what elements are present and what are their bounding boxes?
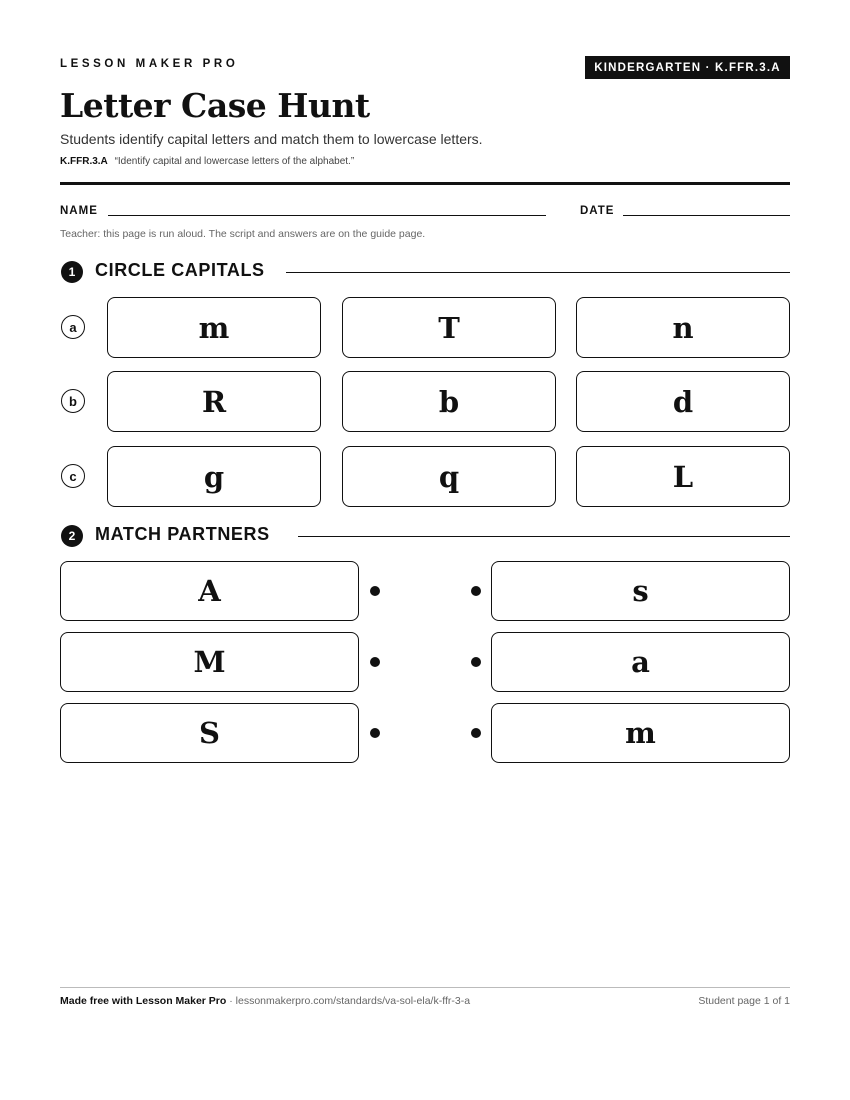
date-field[interactable]: [623, 215, 790, 216]
section-number-badge: 1: [61, 261, 83, 283]
lowercase-letter-card[interactable]: a: [491, 632, 790, 692]
brand-name: LESSON MAKER PRO: [60, 58, 239, 70]
row-label: b: [61, 389, 85, 413]
capital-letter-card[interactable]: S: [60, 703, 359, 763]
date-label: DATE: [580, 205, 615, 217]
page-subtitle: Students identify capital letters and match them to lowercase letters.: [60, 131, 483, 147]
letter-card[interactable]: m: [107, 297, 321, 358]
match-dot[interactable]: [370, 586, 380, 596]
name-label: NAME: [60, 205, 98, 217]
match-dot[interactable]: [471, 657, 481, 667]
match-dot[interactable]: [370, 657, 380, 667]
footer-url: · lessonmakerpro.com/standards/va-sol-ela/k-ffr-3-a: [226, 995, 471, 1007]
standard-code: K.FFR.3.A: [60, 156, 108, 167]
footer-made-with: Made free with Lesson Maker Pro: [60, 995, 227, 1007]
section-rule: [286, 272, 790, 273]
row-label: c: [61, 464, 85, 488]
letter-card[interactable]: L: [576, 446, 790, 507]
letter-card[interactable]: T: [342, 297, 556, 358]
letter-card[interactable]: d: [576, 371, 790, 432]
lowercase-letter-card[interactable]: s: [491, 561, 790, 621]
lowercase-letter-card[interactable]: m: [491, 703, 790, 763]
section-title: MATCH PARTNERS: [95, 524, 270, 544]
footer-divider: [60, 987, 790, 988]
page-title: Letter Case Hunt: [60, 86, 370, 125]
standard-text: “Identify capital and lowercase letters of the alphabet.”: [114, 156, 355, 167]
standard-line: [60, 156, 354, 167]
letter-card[interactable]: n: [576, 297, 790, 358]
teacher-note: Teacher: this page is run aloud. The script and answers are on the guide page.: [60, 228, 426, 240]
row-label: a: [61, 315, 85, 339]
match-dot[interactable]: [471, 586, 481, 596]
match-dot[interactable]: [471, 728, 481, 738]
capital-letter-card[interactable]: A: [60, 561, 359, 621]
footer-page-number: Student page 1 of 1: [698, 995, 790, 1007]
capital-letter-card[interactable]: M: [60, 632, 359, 692]
letter-card[interactable]: q: [342, 446, 556, 507]
match-dot[interactable]: [370, 728, 380, 738]
letter-card[interactable]: R: [107, 371, 321, 432]
section-rule: [298, 536, 790, 537]
footer-credit: [60, 995, 470, 1007]
section-number-badge: 2: [61, 525, 83, 547]
section-title: CIRCLE CAPITALS: [95, 260, 265, 280]
grade-standard-badge: KINDERGARTEN · K.FFR.3.A: [585, 56, 790, 79]
name-field[interactable]: [108, 215, 546, 216]
letter-card[interactable]: b: [342, 371, 556, 432]
letter-card[interactable]: g: [107, 446, 321, 507]
header-divider: [60, 182, 790, 185]
